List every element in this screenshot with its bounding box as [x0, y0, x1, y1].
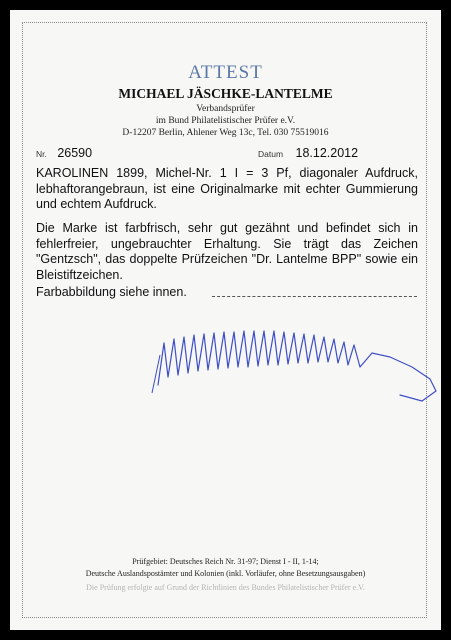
dashed-line	[212, 296, 417, 297]
condition-description: Die Marke ist farbfrisch, sehr gut gezähnt und befindet sich in fehlerfreier, ungebrauchter Erhaltung. Sie trägt das Zeichen "Gentzsch", das doppelte Prüfzeichen "Dr. Lantelme BPP" sowie ein Bleistiftzeichen.	[36, 221, 418, 282]
examiner-address: D-12207 Berlin, Ahlener Weg 13c, Tel. 030 75519016	[122, 128, 329, 138]
footer-guideline-line: Die Prüfung erfolgte auf Grund der Richtlinien des Bundes Philatelistischer Prüfer e.V.	[86, 583, 365, 592]
stamp-description: KAROLINEN 1899, Michel-Nr. 1 I = 3 Pf, diagonaler Aufdruck, lebhaftorangebraun, ist eine Originalmarke mit echter Gummierung und echtem Aufdruck.	[36, 166, 418, 211]
footer-scope-line2: Deutsche Auslandspostämter und Kolonien (inkl. Vorläufer, ohne Besetzungsausgaben)	[85, 569, 366, 578]
signature	[150, 315, 450, 405]
number-label: Nr.	[36, 149, 47, 159]
number-value: 26590	[57, 146, 93, 160]
certificate-number	[36, 144, 92, 162]
examiner-name: MICHAEL JÄSCHKE-LANTELME	[118, 86, 333, 101]
certificate-date	[258, 144, 358, 162]
date-value: 18.12.2012	[295, 146, 359, 160]
footer-scope-line1: Prüfgebiet: Deutsches Reich Nr. 31-97; Dienst I - II, 1-14;	[132, 557, 319, 566]
examiner-role: Verbandsprüfer	[196, 104, 255, 114]
examiner-association: im Bund Philatelistischer Prüfer e.V.	[155, 116, 296, 126]
date-label: Datum	[258, 149, 284, 159]
color-image-note: Farbabbildung siehe innen.	[36, 285, 187, 299]
certificate-title: ATTEST	[188, 62, 263, 83]
